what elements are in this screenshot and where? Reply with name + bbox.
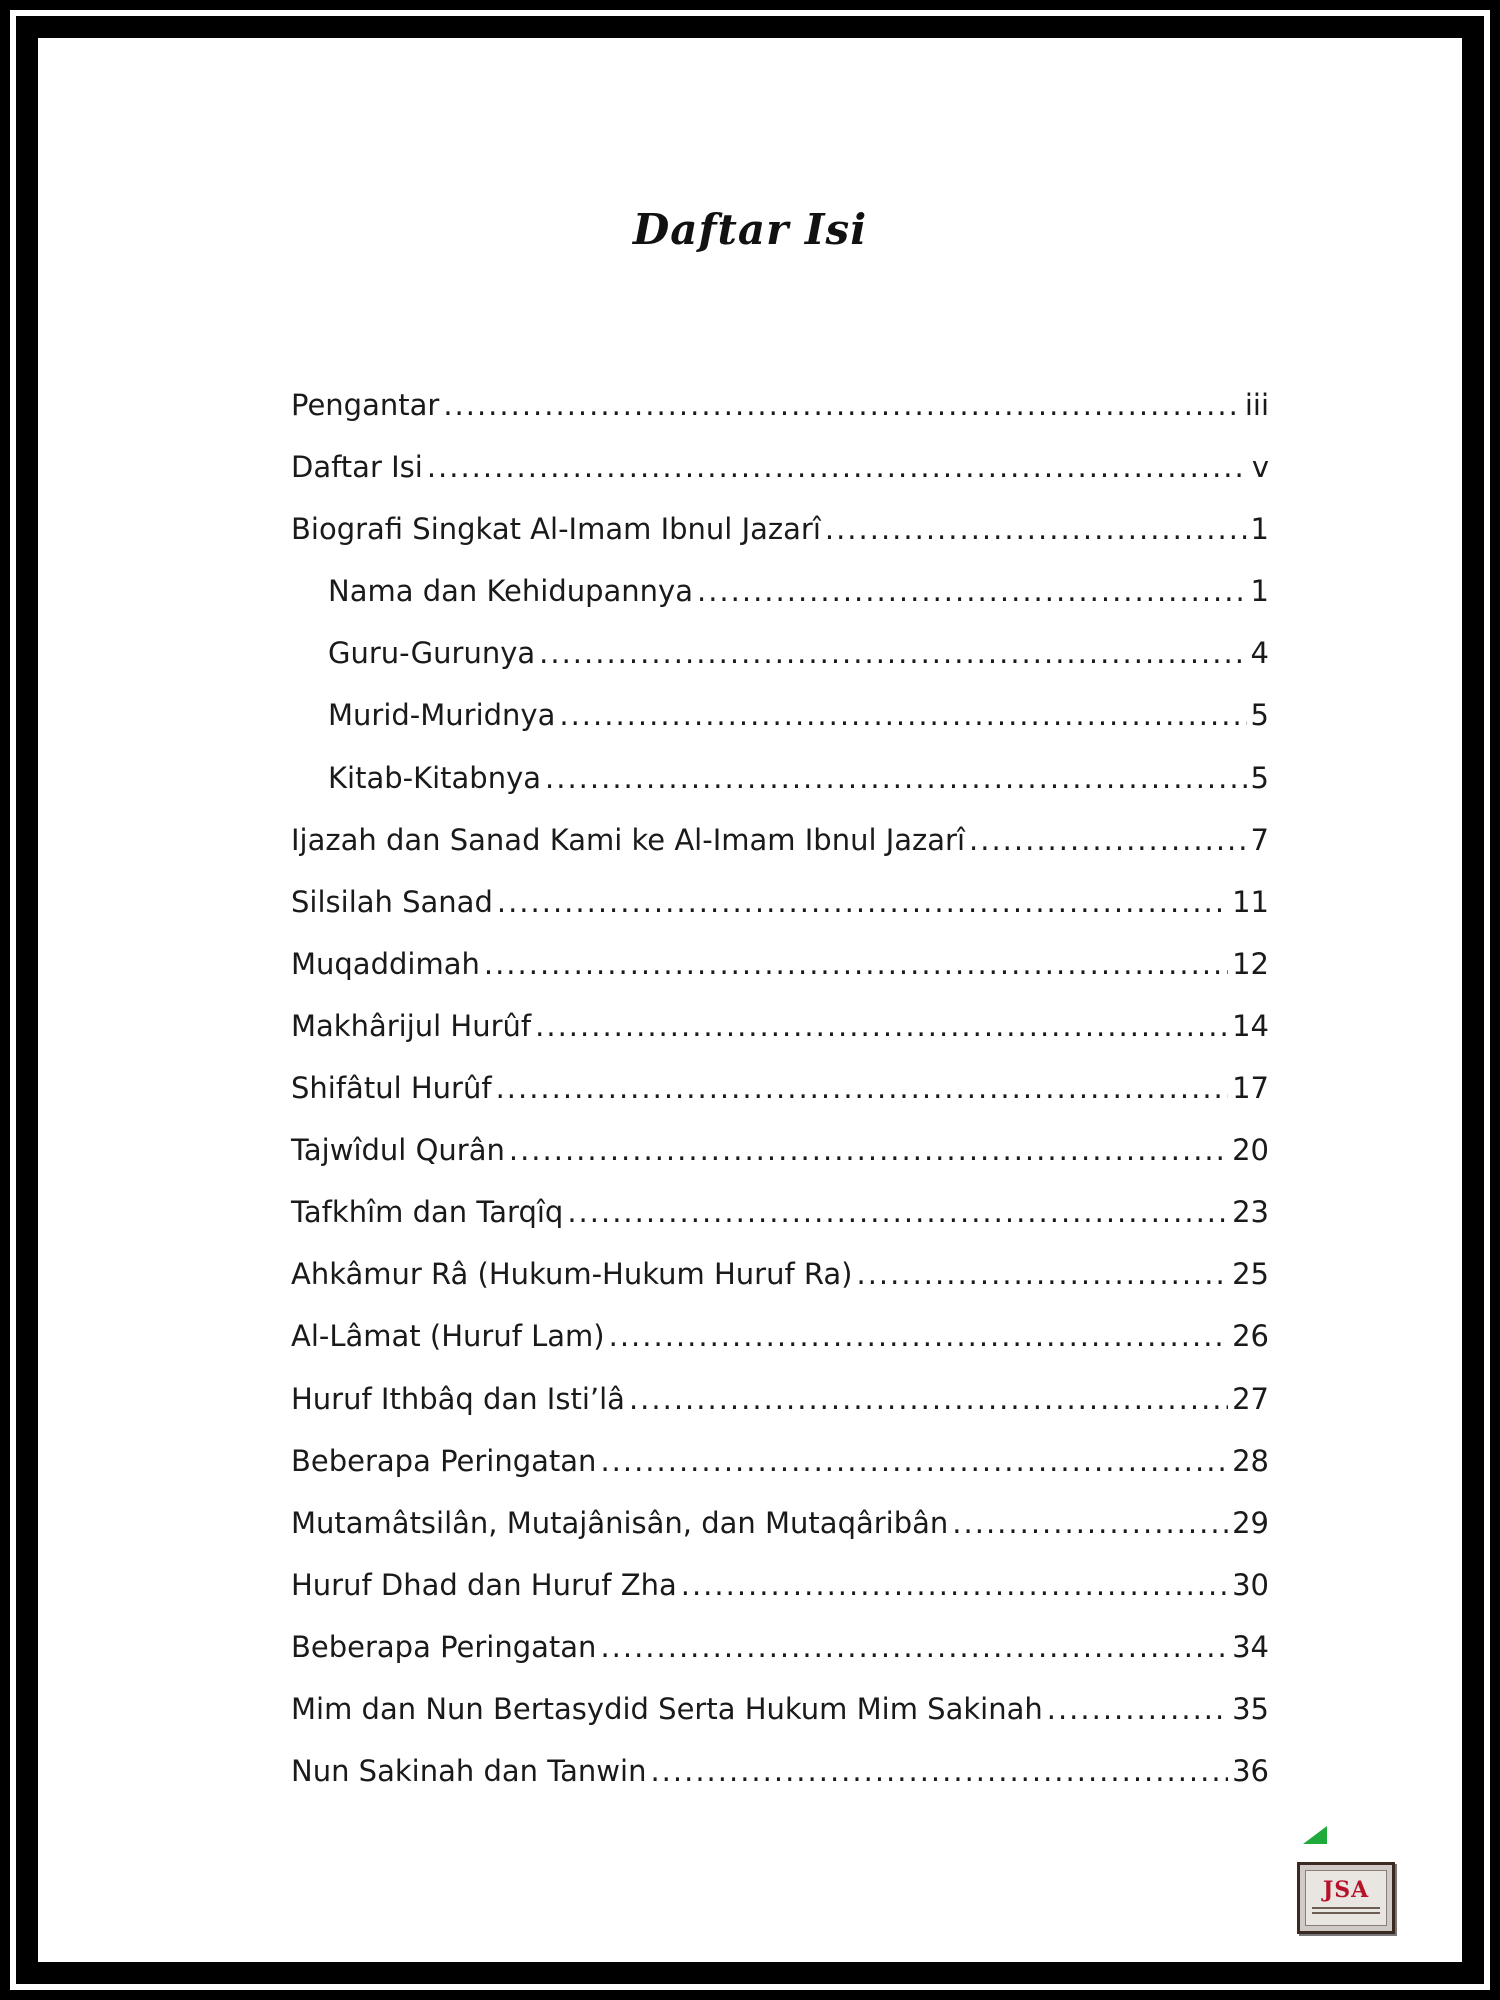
toc-entry-label: Ahkâmur Râ (Hukum-Hukum Huruf Ra) [291, 1257, 853, 1292]
publisher-badge [1297, 1862, 1395, 1934]
toc-dot-leader [1047, 1692, 1228, 1726]
toc-page-number: 29 [1232, 1505, 1269, 1540]
toc-entry-label: Daftar Isi [291, 450, 423, 485]
toc-entry-label: Huruf Dhad dan Huruf Zha [291, 1567, 677, 1602]
toc-page-number: 27 [1232, 1381, 1269, 1416]
toc-entry-label: Huruf Ithbâq dan Isti’lâ [291, 1381, 625, 1416]
toc-entry-label: Tafkhîm dan Tarqîq [291, 1195, 564, 1230]
toc-dot-leader [857, 1257, 1229, 1291]
toc-entry [291, 1133, 1269, 1195]
toc-subentry [291, 574, 1269, 636]
toc-page-number: v [1251, 450, 1269, 485]
badge-logo: JSA [1322, 1877, 1370, 1903]
toc-dot-leader [609, 1319, 1228, 1353]
toc-entry-label: Silsilah Sanad [291, 884, 493, 919]
toc-entry-label: Makhârijul Hurûf [291, 1008, 532, 1043]
toc-entry-label: Ijazah dan Sanad Kami ke Al-Imam Ibnul Jazarî [291, 822, 966, 857]
toc-page-number: 7 [1250, 822, 1269, 857]
toc-dot-leader [443, 388, 1241, 422]
toc-page-number: 5 [1250, 698, 1269, 733]
toc-dot-leader [497, 885, 1228, 919]
toc-entry [291, 1071, 1269, 1133]
toc-page-number: 1 [1250, 512, 1269, 547]
toc-dot-leader [600, 1630, 1228, 1664]
toc-entry-label: Pengantar [291, 388, 440, 422]
toc-page-number: 26 [1232, 1319, 1269, 1354]
badge-panel [1305, 1870, 1387, 1926]
toc-dot-leader [600, 1444, 1228, 1478]
toc-entry [291, 1506, 1269, 1568]
toc-entry [291, 885, 1269, 947]
toc-page-number: 23 [1232, 1195, 1269, 1230]
toc-entry [291, 1319, 1269, 1381]
toc-entry [291, 947, 1269, 1009]
toc-entry [291, 1382, 1269, 1444]
toc-dot-leader [952, 1506, 1228, 1540]
toc-page-number: 34 [1232, 1629, 1269, 1664]
toc-page-number: 4 [1250, 636, 1269, 671]
toc-dot-leader [496, 1071, 1229, 1105]
toc-entry-label: Nama dan Kehidupannya [328, 574, 693, 609]
page-title: Daftar Isi [632, 205, 868, 254]
toc-dot-leader [535, 1009, 1228, 1043]
toc-entry-label: Tajwîdul Qurân [291, 1133, 505, 1168]
toc-entry [291, 823, 1269, 885]
toc-page-number: 30 [1232, 1567, 1269, 1602]
toc-page-number: 1 [1250, 574, 1269, 609]
toc-entry-label: Shifâtul Hurûf [291, 1071, 492, 1106]
toc-dot-leader [629, 1382, 1228, 1416]
toc-dot-leader [825, 512, 1247, 546]
toc-entry [291, 388, 1269, 450]
toc-page-number: 36 [1232, 1754, 1269, 1789]
toc-page-number: 17 [1232, 1071, 1269, 1106]
toc-entry [291, 1009, 1269, 1071]
toc-dot-leader [559, 698, 1246, 732]
toc-entry [291, 450, 1269, 512]
toc-entry-label: Nun Sakinah dan Tanwin [291, 1754, 647, 1789]
toc-entry [291, 1444, 1269, 1506]
toc-entry [291, 1195, 1269, 1257]
table-of-contents [291, 388, 1269, 1816]
toc-entry [291, 1257, 1269, 1319]
toc-dot-leader [539, 636, 1246, 670]
toc-page-number: 25 [1232, 1257, 1269, 1292]
toc-entry [291, 1630, 1269, 1692]
toc-dot-leader [509, 1133, 1228, 1167]
toc-page-number: 14 [1232, 1008, 1269, 1043]
toc-dot-leader [567, 1195, 1228, 1229]
toc-entry-label: Beberapa Peringatan [291, 1443, 597, 1478]
toc-entry-label: Al-Lâmat (Huruf Lam) [291, 1319, 605, 1354]
toc-page-number: 35 [1232, 1691, 1269, 1726]
toc-entry-label: Mutamâtsilân, Mutajânisân, dan Mutaqâribân [291, 1505, 949, 1540]
toc-entry-label: Muqaddimah [291, 946, 480, 981]
toc-entry [291, 512, 1269, 574]
toc-entry-label: Guru-Gurunya [328, 636, 536, 671]
toc-dot-leader [484, 947, 1228, 981]
toc-entry [291, 1568, 1269, 1630]
toc-entry [291, 1754, 1269, 1816]
toc-dot-leader [697, 574, 1247, 608]
toc-subentry [291, 698, 1269, 760]
toc-dot-leader [969, 823, 1247, 857]
corner-triangle-icon [1303, 1826, 1327, 1844]
toc-page-number: 28 [1232, 1443, 1269, 1478]
toc-dot-leader [545, 761, 1247, 795]
toc-page-number: 5 [1250, 760, 1269, 795]
toc-dot-leader [681, 1568, 1228, 1602]
toc-entry [291, 1692, 1269, 1754]
toc-entry-label: Beberapa Peringatan [291, 1629, 597, 1664]
toc-entry-label: Biografi Singkat Al-Imam Ibnul Jazarî [291, 512, 821, 547]
toc-subentry [291, 636, 1269, 698]
toc-dot-leader [427, 450, 1248, 484]
toc-page-number: 12 [1232, 946, 1269, 981]
toc-dot-leader [650, 1754, 1228, 1788]
toc-page-number: 20 [1232, 1133, 1269, 1168]
toc-page-number: iii [1244, 388, 1269, 422]
toc-entry-label: Kitab-Kitabnya [328, 760, 542, 795]
toc-entry-label: Murid-Muridnya [328, 698, 556, 733]
toc-page-number: 11 [1232, 884, 1269, 919]
toc-entry-label: Mim dan Nun Bertasydid Serta Hukum Mim Sakinah [291, 1691, 1043, 1726]
badge-caption-lines [1312, 1907, 1380, 1914]
toc-subentry [291, 761, 1269, 823]
